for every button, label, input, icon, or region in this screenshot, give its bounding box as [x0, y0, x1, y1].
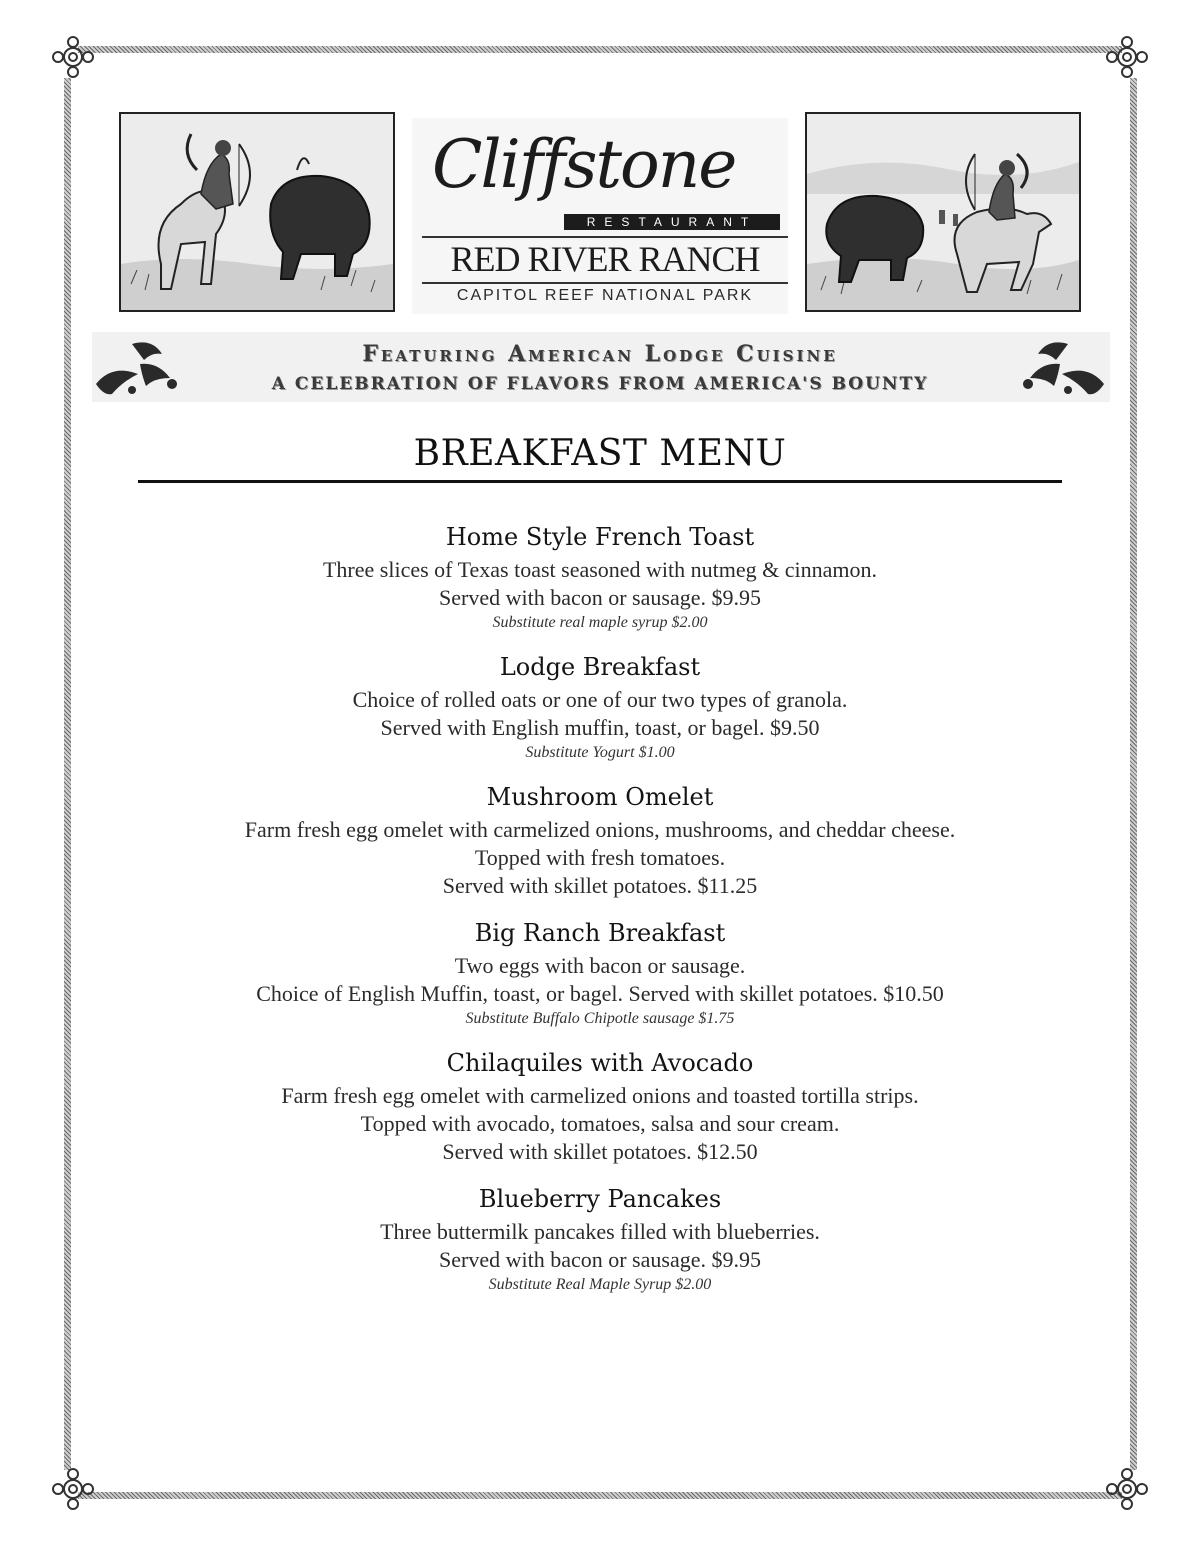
corner-ornament-icon: [50, 1466, 96, 1512]
banner-tagline: Featuring American Lodge Cuisine: [362, 341, 838, 367]
frame-left-border: [64, 78, 71, 1470]
menu-item: [100, 1044, 1100, 1166]
cliffstone-logo: [412, 118, 788, 314]
bison-hunt-engraving-right: [805, 112, 1081, 312]
menu-item-description: Served with skillet potatoes. $12.50: [442, 1139, 758, 1164]
menu-item-description: Topped with fresh tomatoes.: [474, 845, 726, 870]
frame-top-border: [78, 46, 1122, 53]
menu-item-description: Served with bacon or sausage. $9.95: [439, 1247, 761, 1272]
banner-subtagline: A CELEBRATION OF FLAVORS FROM AMERICA'S BOUNTY: [271, 374, 929, 394]
menu-item: [100, 1180, 1100, 1296]
menu-item: [100, 518, 1100, 634]
menu-list: [100, 518, 1100, 1310]
corner-ornament-icon: [1104, 34, 1150, 80]
menu-item: [100, 914, 1100, 1030]
menu-item-description: Farm fresh egg omelet with carmelized onions and toasted tortilla strips.: [281, 1083, 919, 1108]
menu-item-name: Lodge Breakfast: [499, 653, 701, 681]
logo-park-name: CAPITOL REEF NATIONAL PARK: [456, 287, 754, 304]
menu-item-description: Choice of rolled oats or one of our two types of granola.: [352, 687, 848, 712]
menu-item-name: Home Style French Toast: [445, 523, 755, 551]
menu-item-description: Topped with avocado, tomatoes, salsa and sour cream.: [360, 1111, 840, 1136]
title-divider: [138, 480, 1062, 483]
frame-bottom-border: [78, 1492, 1122, 1499]
menu-item-description: Three buttermilk pancakes filled with blueberries.: [380, 1219, 820, 1244]
menu-item-name: Big Ranch Breakfast: [474, 919, 726, 947]
logo-script-name: Cliffstone: [432, 126, 736, 203]
menu-item-description: Farm fresh egg omelet with carmelized onions, mushrooms, and cheddar cheese.: [244, 817, 956, 842]
menu-item-description: Served with English muffin, toast, or bagel. $9.50: [380, 715, 820, 740]
page-title: BREAKFAST MENU: [413, 433, 787, 474]
menu-item-description: Two eggs with bacon or sausage.: [454, 953, 746, 978]
menu-item-name: Blueberry Pancakes: [478, 1185, 722, 1213]
corner-ornament-icon: [1104, 1466, 1150, 1512]
menu-item-substitution: Substitute Buffalo Chipotle sausage $1.75: [465, 1010, 735, 1027]
menu-item-substitution: Substitute Real Maple Syrup $2.00: [488, 1276, 712, 1293]
menu-item-description: Served with skillet potatoes. $11.25: [442, 873, 758, 898]
menu-item: [100, 778, 1100, 900]
menu-item-substitution: Substitute Yogurt $1.00: [525, 744, 675, 761]
corner-ornament-icon: [50, 34, 96, 80]
bison-hunt-engraving-left: [119, 112, 395, 312]
logo-ranch-name: RED RIVER RANCH: [450, 239, 760, 279]
menu-item-description: Three slices of Texas toast seasoned with nutmeg & cinnamon.: [322, 557, 878, 582]
menu-item-name: Mushroom Omelet: [486, 783, 714, 811]
menu-item: [100, 648, 1100, 764]
menu-item-substitution: Substitute real maple syrup $2.00: [492, 614, 708, 631]
logo-restaurant-label: RESTAURANT: [564, 214, 780, 230]
menu-item-name: Chilaquiles with Avocado: [446, 1049, 754, 1077]
frame-right-border: [1130, 78, 1137, 1470]
menu-item-description: Served with bacon or sausage. $9.95: [439, 585, 761, 610]
menu-item-description: Choice of English Muffin, toast, or bagel. Served with skillet potatoes. $10.50: [256, 981, 944, 1006]
